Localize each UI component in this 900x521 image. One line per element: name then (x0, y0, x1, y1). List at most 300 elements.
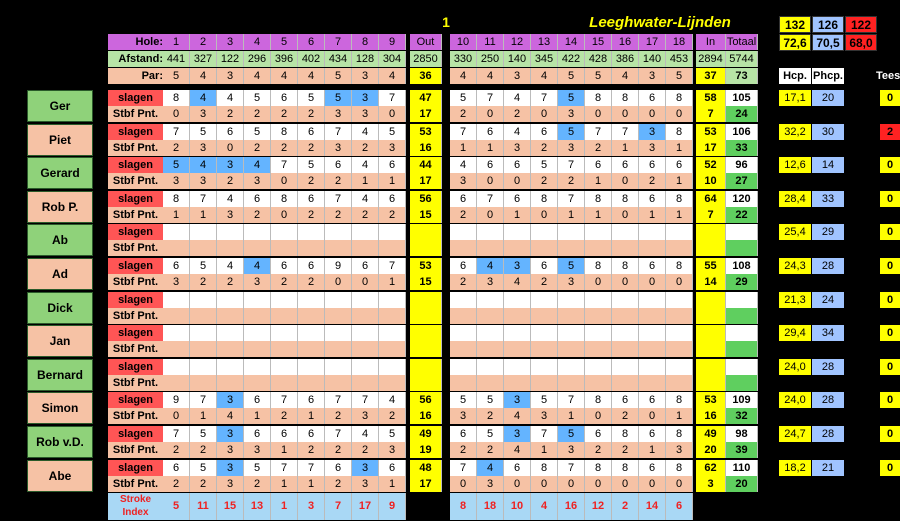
strokes-cell[interactable] (612, 325, 639, 341)
player-name[interactable]: Ab (27, 224, 93, 256)
strokes-in[interactable]: 64 (696, 191, 726, 207)
strokes-cell[interactable] (352, 359, 379, 375)
strokes-cell[interactable]: 5 (190, 426, 217, 442)
points-cell[interactable] (163, 375, 190, 391)
points-cell[interactable] (477, 308, 504, 324)
points-cell[interactable]: 1 (352, 173, 379, 189)
strokes-cell[interactable]: 6 (298, 392, 325, 408)
strokes-cell[interactable]: 5 (531, 157, 558, 173)
strokes-cell[interactable]: 8 (666, 392, 693, 408)
strokes-cell[interactable]: 6 (271, 426, 298, 442)
strokes-cell[interactable]: 7 (379, 258, 406, 274)
points-cell[interactable] (190, 341, 217, 357)
points-cell[interactable]: 1 (298, 408, 325, 424)
points-cell[interactable]: 2 (271, 140, 298, 156)
strokes-cell[interactable]: 5 (244, 460, 271, 476)
hole-number[interactable]: 18 (666, 34, 693, 50)
points-cell[interactable] (298, 375, 325, 391)
points-cell[interactable]: 4 (504, 274, 531, 290)
points-cell[interactable] (325, 375, 352, 391)
strokes-in[interactable]: 55 (696, 258, 726, 274)
points-out[interactable] (410, 240, 442, 256)
points-cell[interactable] (504, 341, 531, 357)
points-out[interactable]: 19 (410, 442, 442, 458)
points-cell[interactable] (244, 375, 271, 391)
points-cell[interactable]: 2 (612, 442, 639, 458)
player-phcp[interactable]: 28 (812, 359, 844, 375)
strokes-cell[interactable] (190, 224, 217, 240)
strokes-cell[interactable]: 3 (504, 392, 531, 408)
points-cell[interactable]: 2 (298, 274, 325, 290)
points-cell[interactable] (163, 341, 190, 357)
points-cell[interactable]: 3 (558, 140, 585, 156)
points-cell[interactable]: 2 (558, 173, 585, 189)
strokes-cell[interactable]: 7 (558, 392, 585, 408)
hole-number[interactable]: 15 (585, 34, 612, 50)
player-hcp[interactable]: 29,4 (779, 325, 811, 341)
points-cell[interactable]: 3 (163, 274, 190, 290)
points-cell[interactable]: 0 (450, 476, 477, 492)
strokes-cell[interactable]: 7 (271, 157, 298, 173)
strokes-cell[interactable]: 3 (217, 392, 244, 408)
points-cell[interactable] (298, 308, 325, 324)
points-cell[interactable]: 0 (531, 207, 558, 223)
player-tee[interactable]: 0 (880, 392, 900, 408)
points-cell[interactable]: 2 (298, 106, 325, 122)
points-cell[interactable] (298, 240, 325, 256)
player-tee[interactable]: 0 (880, 426, 900, 442)
points-cell[interactable]: 1 (379, 476, 406, 492)
strokes-cell[interactable]: 6 (298, 191, 325, 207)
player-phcp[interactable]: 28 (812, 426, 844, 442)
hole-distance[interactable]: 296 (244, 51, 271, 67)
points-cell[interactable]: 0 (163, 408, 190, 424)
points-cell[interactable]: 3 (504, 140, 531, 156)
strokes-cell[interactable] (558, 224, 585, 240)
strokes-total[interactable]: 98 (726, 426, 758, 442)
strokes-cell[interactable] (325, 325, 352, 341)
strokes-total[interactable]: 96 (726, 157, 758, 173)
strokes-cell[interactable]: 7 (325, 426, 352, 442)
hole-number[interactable]: 8 (352, 34, 379, 50)
points-cell[interactable]: 2 (531, 173, 558, 189)
points-cell[interactable]: 1 (477, 140, 504, 156)
stroke-index-cell[interactable]: 10 (504, 493, 531, 520)
strokes-cell[interactable]: 3 (217, 157, 244, 173)
hole-distance[interactable]: 396 (271, 51, 298, 67)
points-cell[interactable]: 0 (666, 274, 693, 290)
strokes-cell[interactable]: 5 (558, 258, 585, 274)
points-cell[interactable]: 1 (558, 408, 585, 424)
hole-number[interactable]: 11 (477, 34, 504, 50)
strokes-cell[interactable]: 6 (217, 124, 244, 140)
points-cell[interactable]: 2 (531, 274, 558, 290)
strokes-in[interactable] (696, 325, 726, 341)
hole-par[interactable]: 5 (585, 68, 612, 84)
strokes-out[interactable]: 56 (410, 191, 442, 207)
points-cell[interactable]: 3 (217, 476, 244, 492)
points-cell[interactable]: 0 (217, 140, 244, 156)
player-tee[interactable]: 0 (880, 90, 900, 106)
points-cell[interactable] (298, 341, 325, 357)
strokes-cell[interactable] (325, 292, 352, 308)
points-total[interactable]: 29 (726, 274, 758, 290)
points-cell[interactable]: 0 (612, 106, 639, 122)
hole-distance[interactable]: 122 (217, 51, 244, 67)
player-name[interactable]: Simon (27, 392, 93, 424)
player-name[interactable]: Piet (27, 124, 93, 156)
points-total[interactable]: 32 (726, 408, 758, 424)
stroke-index-cell[interactable]: 4 (531, 493, 558, 520)
points-cell[interactable] (504, 308, 531, 324)
strokes-in[interactable] (696, 359, 726, 375)
points-cell[interactable]: 0 (531, 106, 558, 122)
player-name[interactable]: Rob P. (27, 191, 93, 223)
points-cell[interactable]: 1 (666, 408, 693, 424)
points-cell[interactable]: 2 (298, 140, 325, 156)
player-name[interactable]: Abe (27, 460, 93, 492)
points-cell[interactable]: 2 (190, 476, 217, 492)
strokes-cell[interactable]: 5 (379, 426, 406, 442)
points-cell[interactable] (639, 308, 666, 324)
strokes-cell[interactable]: 8 (666, 426, 693, 442)
points-cell[interactable]: 0 (639, 274, 666, 290)
strokes-cell[interactable]: 9 (325, 258, 352, 274)
points-cell[interactable]: 0 (477, 207, 504, 223)
points-cell[interactable]: 0 (379, 106, 406, 122)
strokes-cell[interactable]: 3 (639, 124, 666, 140)
points-cell[interactable] (271, 308, 298, 324)
points-in[interactable] (696, 375, 726, 391)
points-cell[interactable]: 1 (585, 207, 612, 223)
points-cell[interactable]: 1 (504, 207, 531, 223)
strokes-total[interactable]: 106 (726, 124, 758, 140)
hole-number[interactable]: 1 (163, 34, 190, 50)
stroke-index-cell[interactable]: 15 (217, 493, 244, 520)
stroke-index-cell[interactable]: 18 (477, 493, 504, 520)
strokes-out[interactable]: 53 (410, 124, 442, 140)
strokes-cell[interactable] (450, 325, 477, 341)
strokes-cell[interactable]: 8 (585, 191, 612, 207)
strokes-cell[interactable]: 8 (531, 191, 558, 207)
strokes-cell[interactable] (504, 224, 531, 240)
player-phcp[interactable]: 28 (812, 258, 844, 274)
strokes-cell[interactable]: 8 (585, 460, 612, 476)
points-cell[interactable]: 2 (585, 442, 612, 458)
hole-number[interactable]: 7 (325, 34, 352, 50)
strokes-cell[interactable]: 4 (244, 157, 271, 173)
strokes-cell[interactable] (639, 224, 666, 240)
points-cell[interactable]: 1 (271, 476, 298, 492)
strokes-cell[interactable]: 7 (352, 392, 379, 408)
points-cell[interactable]: 1 (450, 140, 477, 156)
strokes-cell[interactable] (558, 292, 585, 308)
strokes-cell[interactable] (217, 325, 244, 341)
points-cell[interactable]: 2 (325, 476, 352, 492)
points-cell[interactable] (244, 240, 271, 256)
strokes-cell[interactable]: 7 (531, 90, 558, 106)
hole-par[interactable]: 3 (504, 68, 531, 84)
strokes-cell[interactable]: 5 (244, 124, 271, 140)
player-tee[interactable]: 0 (880, 292, 900, 308)
hole-distance[interactable]: 304 (379, 51, 406, 67)
strokes-cell[interactable]: 6 (639, 157, 666, 173)
hole-number[interactable]: 17 (639, 34, 666, 50)
points-cell[interactable]: 1 (612, 140, 639, 156)
strokes-cell[interactable]: 9 (163, 392, 190, 408)
points-cell[interactable]: 3 (190, 106, 217, 122)
strokes-cell[interactable]: 3 (504, 426, 531, 442)
hole-par-out[interactable]: 36 (410, 68, 442, 84)
points-cell[interactable]: 2 (325, 408, 352, 424)
points-out[interactable]: 16 (410, 408, 442, 424)
points-cell[interactable] (190, 240, 217, 256)
strokes-cell[interactable] (271, 359, 298, 375)
strokes-cell[interactable]: 6 (639, 392, 666, 408)
points-cell[interactable]: 2 (271, 106, 298, 122)
strokes-cell[interactable] (450, 292, 477, 308)
strokes-cell[interactable]: 7 (477, 90, 504, 106)
points-cell[interactable] (612, 375, 639, 391)
points-cell[interactable]: 0 (504, 476, 531, 492)
strokes-cell[interactable] (352, 292, 379, 308)
strokes-cell[interactable]: 6 (612, 392, 639, 408)
points-cell[interactable]: 0 (477, 173, 504, 189)
player-name[interactable]: Dick (27, 292, 93, 324)
strokes-cell[interactable] (477, 224, 504, 240)
hole-distance[interactable]: 441 (163, 51, 190, 67)
strokes-cell[interactable] (298, 359, 325, 375)
strokes-cell[interactable]: 6 (477, 157, 504, 173)
hole-par[interactable]: 3 (639, 68, 666, 84)
strokes-cell[interactable]: 6 (639, 90, 666, 106)
strokes-cell[interactable]: 7 (163, 124, 190, 140)
strokes-cell[interactable]: 4 (190, 90, 217, 106)
strokes-cell[interactable]: 8 (531, 460, 558, 476)
strokes-cell[interactable]: 4 (244, 258, 271, 274)
strokes-cell[interactable]: 6 (379, 191, 406, 207)
points-cell[interactable]: 3 (217, 442, 244, 458)
hole-distance[interactable]: 140 (504, 51, 531, 67)
strokes-out[interactable] (410, 359, 442, 375)
points-cell[interactable]: 1 (271, 442, 298, 458)
hole-distance[interactable]: 434 (325, 51, 352, 67)
strokes-cell[interactable]: 6 (639, 426, 666, 442)
strokes-cell[interactable]: 8 (612, 258, 639, 274)
hole-distance[interactable]: 422 (558, 51, 585, 67)
strokes-in[interactable]: 53 (696, 124, 726, 140)
player-hcp[interactable]: 24,0 (779, 359, 811, 375)
points-cell[interactable]: 3 (477, 274, 504, 290)
player-name[interactable]: Gerard (27, 157, 93, 189)
strokes-cell[interactable] (612, 292, 639, 308)
strokes-cell[interactable]: 7 (558, 191, 585, 207)
points-cell[interactable]: 0 (531, 476, 558, 492)
hole-par[interactable]: 4 (298, 68, 325, 84)
strokes-cell[interactable]: 7 (325, 191, 352, 207)
strokes-cell[interactable]: 7 (190, 392, 217, 408)
points-cell[interactable] (450, 375, 477, 391)
strokes-total[interactable] (726, 224, 758, 240)
strokes-cell[interactable] (639, 359, 666, 375)
player-tee[interactable]: 0 (880, 258, 900, 274)
strokes-cell[interactable] (190, 292, 217, 308)
strokes-cell[interactable] (217, 359, 244, 375)
strokes-cell[interactable]: 6 (639, 258, 666, 274)
strokes-cell[interactable] (477, 325, 504, 341)
hole-distance[interactable]: 140 (639, 51, 666, 67)
strokes-cell[interactable]: 5 (190, 460, 217, 476)
points-cell[interactable] (666, 375, 693, 391)
strokes-cell[interactable]: 6 (639, 191, 666, 207)
strokes-cell[interactable]: 7 (325, 124, 352, 140)
points-total[interactable] (726, 308, 758, 324)
hole-par[interactable]: 5 (666, 68, 693, 84)
points-cell[interactable]: 2 (163, 140, 190, 156)
points-total[interactable]: 33 (726, 140, 758, 156)
points-in[interactable]: 17 (696, 140, 726, 156)
points-cell[interactable]: 0 (666, 106, 693, 122)
strokes-total[interactable]: 110 (726, 460, 758, 476)
hole-distance-total[interactable]: 5744 (726, 51, 758, 67)
points-cell[interactable]: 3 (477, 476, 504, 492)
strokes-cell[interactable]: 6 (244, 426, 271, 442)
points-cell[interactable]: 3 (217, 207, 244, 223)
points-cell[interactable]: 2 (352, 207, 379, 223)
points-cell[interactable] (531, 240, 558, 256)
points-cell[interactable]: 2 (190, 442, 217, 458)
strokes-cell[interactable]: 6 (325, 460, 352, 476)
strokes-in[interactable] (696, 292, 726, 308)
points-out[interactable] (410, 308, 442, 324)
points-cell[interactable] (585, 308, 612, 324)
strokes-out[interactable] (410, 292, 442, 308)
strokes-cell[interactable]: 5 (298, 90, 325, 106)
hole-distance[interactable]: 386 (612, 51, 639, 67)
strokes-cell[interactable] (531, 224, 558, 240)
hole-number[interactable]: 10 (450, 34, 477, 50)
points-cell[interactable]: 1 (558, 207, 585, 223)
hole-par[interactable]: 4 (477, 68, 504, 84)
strokes-cell[interactable]: 5 (558, 90, 585, 106)
player-tee[interactable]: 0 (880, 359, 900, 375)
strokes-cell[interactable] (244, 224, 271, 240)
stroke-index-cell[interactable]: 1 (271, 493, 298, 520)
points-in[interactable]: 10 (696, 173, 726, 189)
player-phcp[interactable]: 33 (812, 191, 844, 207)
stroke-index-cell[interactable]: 5 (163, 493, 190, 520)
strokes-cell[interactable]: 5 (163, 157, 190, 173)
points-cell[interactable] (352, 308, 379, 324)
points-out[interactable]: 17 (410, 106, 442, 122)
points-cell[interactable]: 3 (352, 476, 379, 492)
player-hcp[interactable]: 18,2 (779, 460, 811, 476)
strokes-cell[interactable]: 8 (612, 426, 639, 442)
strokes-cell[interactable] (504, 325, 531, 341)
points-cell[interactable]: 2 (352, 140, 379, 156)
strokes-cell[interactable]: 3 (352, 90, 379, 106)
hole-par-in[interactable]: 37 (696, 68, 726, 84)
points-cell[interactable]: 2 (244, 106, 271, 122)
points-cell[interactable] (271, 341, 298, 357)
strokes-cell[interactable] (271, 325, 298, 341)
points-cell[interactable] (450, 341, 477, 357)
strokes-cell[interactable]: 7 (531, 426, 558, 442)
strokes-cell[interactable] (666, 325, 693, 341)
strokes-cell[interactable]: 6 (244, 392, 271, 408)
points-in[interactable]: 7 (696, 207, 726, 223)
strokes-cell[interactable] (612, 224, 639, 240)
strokes-in[interactable] (696, 224, 726, 240)
strokes-cell[interactable] (325, 224, 352, 240)
points-cell[interactable]: 2 (379, 207, 406, 223)
strokes-cell[interactable]: 6 (504, 191, 531, 207)
points-cell[interactable]: 2 (504, 106, 531, 122)
points-cell[interactable]: 1 (190, 408, 217, 424)
strokes-cell[interactable]: 4 (217, 191, 244, 207)
strokes-cell[interactable]: 6 (379, 460, 406, 476)
stroke-index-cell[interactable]: 12 (585, 493, 612, 520)
points-cell[interactable]: 0 (477, 106, 504, 122)
hole-number-total[interactable]: Totaal (726, 36, 757, 48)
strokes-cell[interactable] (298, 224, 325, 240)
points-cell[interactable]: 0 (325, 274, 352, 290)
strokes-cell[interactable] (504, 292, 531, 308)
hole-distance[interactable]: 345 (531, 51, 558, 67)
points-total[interactable] (726, 375, 758, 391)
strokes-total[interactable]: 108 (726, 258, 758, 274)
player-phcp[interactable]: 28 (812, 392, 844, 408)
strokes-cell[interactable] (585, 325, 612, 341)
hole-par[interactable]: 4 (450, 68, 477, 84)
points-cell[interactable] (585, 240, 612, 256)
player-phcp[interactable]: 29 (812, 224, 844, 240)
stroke-index-cell[interactable]: 16 (558, 493, 585, 520)
strokes-cell[interactable]: 8 (163, 191, 190, 207)
strokes-cell[interactable]: 7 (450, 124, 477, 140)
player-phcp[interactable]: 20 (812, 90, 844, 106)
points-cell[interactable]: 0 (612, 173, 639, 189)
points-cell[interactable]: 2 (298, 442, 325, 458)
points-cell[interactable]: 2 (298, 207, 325, 223)
strokes-out[interactable] (410, 325, 442, 341)
hole-par[interactable]: 4 (271, 68, 298, 84)
points-cell[interactable]: 2 (450, 442, 477, 458)
points-cell[interactable]: 0 (558, 476, 585, 492)
strokes-cell[interactable]: 8 (612, 191, 639, 207)
points-cell[interactable]: 1 (666, 207, 693, 223)
points-cell[interactable] (639, 341, 666, 357)
hole-par[interactable]: 4 (612, 68, 639, 84)
points-cell[interactable] (325, 341, 352, 357)
points-cell[interactable]: 3 (244, 274, 271, 290)
points-cell[interactable]: 2 (639, 173, 666, 189)
strokes-cell[interactable] (217, 292, 244, 308)
points-total[interactable]: 27 (726, 173, 758, 189)
strokes-cell[interactable]: 7 (325, 392, 352, 408)
hole-distance[interactable]: 250 (477, 51, 504, 67)
points-cell[interactable] (558, 240, 585, 256)
points-cell[interactable] (639, 375, 666, 391)
strokes-cell[interactable]: 7 (379, 90, 406, 106)
points-out[interactable] (410, 341, 442, 357)
strokes-cell[interactable]: 8 (163, 90, 190, 106)
strokes-cell[interactable] (379, 325, 406, 341)
points-cell[interactable]: 3 (325, 106, 352, 122)
strokes-out[interactable]: 53 (410, 258, 442, 274)
points-out[interactable]: 16 (410, 140, 442, 156)
player-name[interactable]: Ger (27, 90, 93, 122)
